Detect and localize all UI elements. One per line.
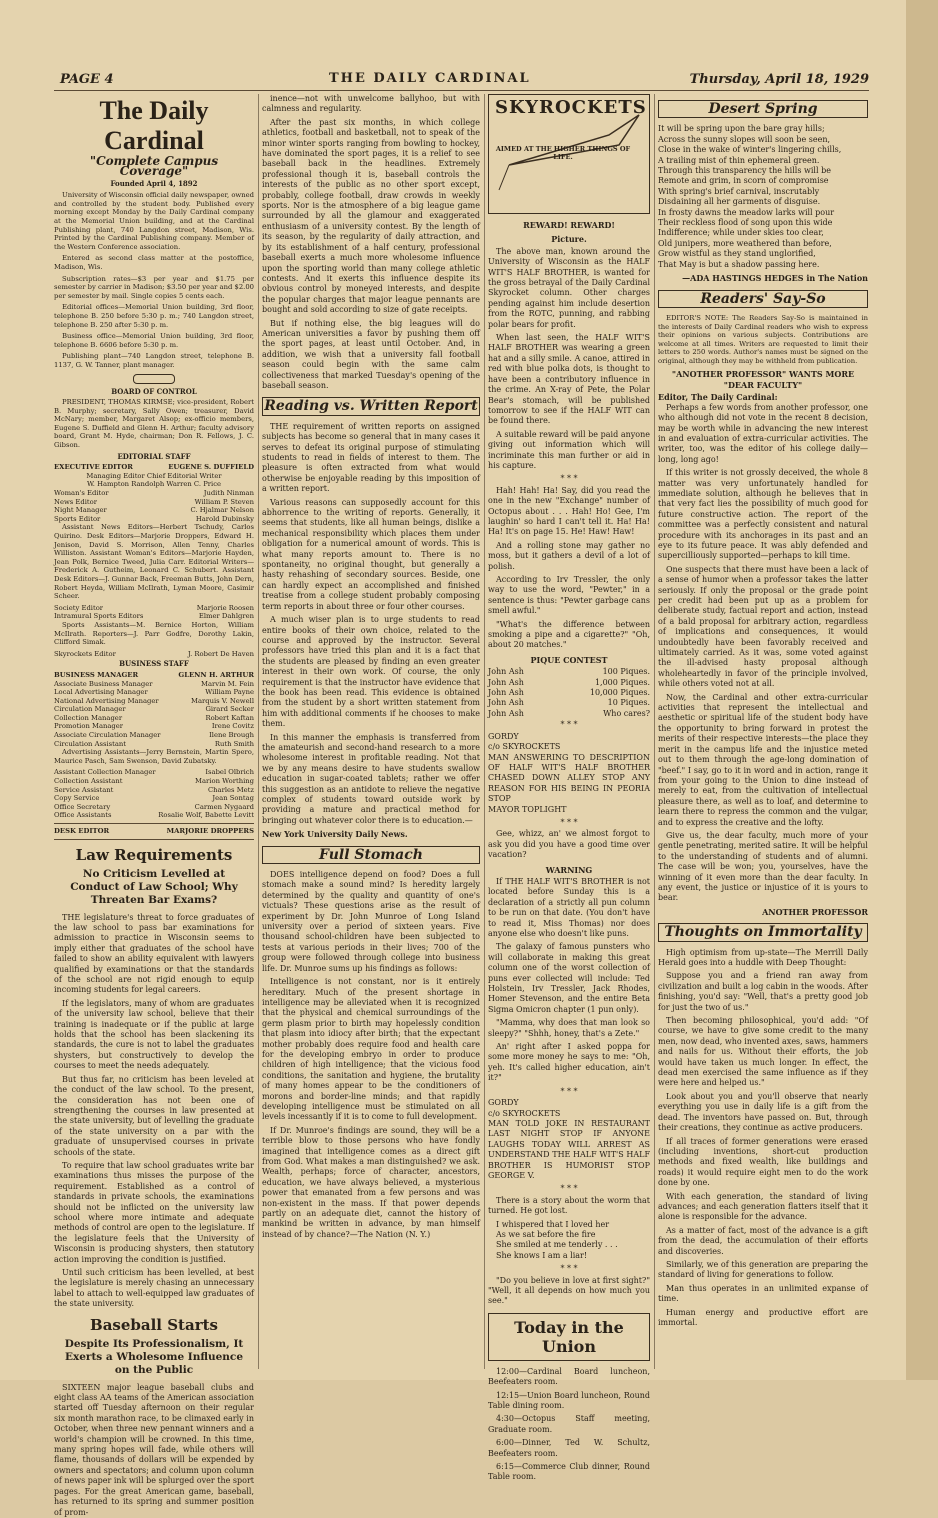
masthead: The Daily Cardinal <box>99 96 209 155</box>
business-row: Service Assistant Charles Metz <box>54 785 254 794</box>
desert-spring-poem: It will be spring upon the bare gray hills; Across the sunny slopes will soon be seen, Close in the wake of winter's lingering chills, A trailing mist of thin ephemeral green. Through this transparency the hills will be Remote and grim, in scorn of compromise With spring's brief carnival, inscrutably Disdaining all her garments of disguise. In frosty dawns the meadow larks will pour Their reckless flood of song upon this wide Indifference; while under skies too clear, Old junipers, more weathered than before, Grow wistful as they stand unglorified, That May is but a shadow passing here. <box>658 124 842 269</box>
reading-headline: Reading vs. Written Report <box>262 397 480 415</box>
business-row: Office Secretary Carmen Nygaard <box>54 802 254 811</box>
page-header <box>54 68 869 91</box>
thoughts-paragraph: High optimism from up-state—The Merrill Daily Herald goes into a huddle with Deep Thought: <box>658 947 868 967</box>
board-text: PRESIDENT, THOMAS KIRMSE; vice-president, Robert B. Murphy; secretary, Sally Owen; treasurer, David McNary; member, Margaret Alsop; ex-officio members, Eugene S. Duffield and Glenn H. Arthur; faculty advisory board, Grant M. Hyde, chairman; Don R. Fellows, J. C. Gibson. <box>54 398 254 450</box>
skyrockets-paragraph: There is a story about the worm that turned. He got lost. <box>488 1195 650 1216</box>
union-event: 4:30—Octopus Staff meeting, Graduate room. <box>488 1414 650 1434</box>
board-heading: BOARD OF CONTROL <box>111 386 197 396</box>
union-event: 12:00—Cardinal Board luncheon, Beefeaters room. <box>488 1366 650 1387</box>
law-headline: Law Requirements <box>75 845 233 864</box>
business-block: Advertising Assistants—Jerry Bernstein, Martin Spero, Maurice Pasch, Sam Swenson, David Zubatsky. <box>54 748 254 765</box>
paper-title: THE DAILY CARDINAL <box>329 71 531 86</box>
staff-row: Night Manager C. Hjalmar Nelson <box>54 506 254 515</box>
column-letters <box>658 94 868 1374</box>
union-headline: Today in the Union <box>488 1313 650 1361</box>
full-stomach-headline: Full Stomach <box>262 846 480 864</box>
skyrockets-paragraph: When last seen, the HALF WIT'S HALF BROTHER was wearing a green hat and a silly smile. A canoe, attired in red with blue polka dots, is thought to have been a contributory influence in the crime. An X-ray of Pete, the Polar Bear's stomach, will be published tomorrow to see if the HALF WIT can be found there. <box>488 333 650 426</box>
pique-row: John Ash Who cares? <box>488 708 650 718</box>
business-row: Associate Business Manager Marvin M. Fein <box>54 679 254 688</box>
skyrockets-paragraph: Gee, whizz, an' we almost forgot to ask you did you have a good time over vacation? <box>488 829 650 860</box>
law-paragraph: If the legislators, many of whom are graduates of the university law school, believe that their training is inadequate or if the public at large holds that the school has been slackening its standards, the cure is not to label the graduates shysters, but constructively to develop the courses to meet the needs adequately. <box>54 998 254 1071</box>
baseball-continued-paragraph: inence—not with unwelcome ballyhoo, but with calmness and regularity. <box>262 94 480 114</box>
desk-editor-row: DESK EDITOR MARJORIE DROPPERS <box>54 827 254 835</box>
staff-row: Sports Editor Harold Dubinsky <box>54 514 254 523</box>
reading-paragraph: In this manner the emphasis is transferred from the amateurish and second-hand research to a more wholesome interest in profitable reading. Not that we by any means desire to have students swallow education in sugar-coated tablets; rather we offer this suggestion as an antidote to relieve the negative complex of students toward outside work by providing a mature and practical method for bringing out whatever color there is to education.— <box>262 732 480 825</box>
business-row: Circulation Manager Girard Secker <box>54 705 254 714</box>
business-row: National Advertising Manager Marquis V. Newell <box>54 696 254 705</box>
skyrockets-paragraph: "Mamma, why does that man look so sleepy?" "Shhh, honey, that's a Zete." <box>488 1018 650 1038</box>
baseball-paragraph: SIXTEEN major league baseball clubs and eight class AA teams of the American association started off Tuesday afternoon on their regular six month marathon race, to be climaxed early in October, when three new pennant winners and a world's champion will be crowned. In this time, many spring hopes will fade, while others will flame, thousands of dollars will be expended by owners and spectators; and column upon column of news paper ink will be splurged over the sport pages. For the great American game, baseball, has returned to its spring and summer position of prom- <box>54 1382 254 1517</box>
law-paragraph: To require that law school graduates write bar examinations thus misses the purpose of the requirement. Established as a control of standards in private schools, the examinations should not be inflicted on the university law school where more intimate and adequate methods of control are open to the legislature. If the legislature feels that the University of Wisconsin is producing shysters, then statutory action improving the condition is justified. <box>54 1160 254 1264</box>
skyrockets-paragraph: Hah! Hah! Ha! Say, did you read the one in the new "Exchange" number of Octopus about . . . Hah! Ho! Gee, I'm laughin' so hard I can't tell it. Ha! Ha! Ha! It's on page 15. He! Haw! Haw! <box>488 485 650 537</box>
skyrockets-paragraph: "What's the difference between smoking a pipe and a cigarette?" "Oh, about 20 matches." <box>488 619 650 650</box>
business-office-text: Business office—Memorial Union building, 3rd floor, telephone B. 6606 before 5:30 p. m. <box>54 332 254 349</box>
subscription-text: Subscription rates—$3 per year and $1.75 per semester by carrier in Madison; $3.50 per year and $2.00 per semester by mail. Single copies 5 cents each. <box>54 274 254 300</box>
business-row: Copy Service Jean Sontag <box>54 794 254 803</box>
union-event: 6:00—Dinner, Ted W. Schultz, Beefeaters room. <box>488 1438 650 1458</box>
baseball-continued-paragraph: But if nothing else, the big leagues will do American universities a favor by pushing them off the sport pages, at least until October. And, in addition, we wish that a university fall football season could begin with the same calm collectiveness that marked Tuesday's opening of the baseball season. <box>262 318 480 390</box>
full-stomach-paragraph: If Dr. Munroe's findings are sound, they will be a terrible blow to those persons who have fondly imagined that intelligence comes as a direct gift from God. What makes a man distinguished? we ask. Wealth, perhaps; force of character, ancestors, education, we have always believed, a mysterious power that emanated from a few persons and was non-existent in the mass. If that power depends partly on an adequate diet, cannot the history of mankind be written in advance, by man himself instead of by chance?—The Nation (N. Y.) <box>262 1125 480 1239</box>
pique-row: John Ash 1,000 Piques. <box>488 677 650 687</box>
issue-date: Thursday, April 18, 1929 <box>689 72 869 87</box>
gordy-telegram-2: GORDY c/o SKYROCKETS MAN TOLD JOKE IN RESTAURANT LAST NIGHT STOP IF ANYONE LAUGHS TODAY WILL ARREST AS UNDERSTAND THE HALF WIT'S HALF BROTHER IS HUMORIST STOP GEORGE V. <box>488 1098 650 1180</box>
skyrockets-paragraph: A suitable reward will be paid anyone giving out information which will incriminate this man further or aid in his capture. <box>488 429 650 470</box>
poem-author: —ADA HASTINGS HEDGES in The Nation <box>682 273 868 284</box>
entered-text: Entered as second class matter at the postoffice, Madison, Wis. <box>54 254 254 271</box>
skyrockets-paragraph: "Do you believe in love at first sight?" "Well, it all depends on how much you see." <box>488 1275 650 1306</box>
pique-row: John Ash 100 Piques. <box>488 667 650 677</box>
reading-paragraph: A much wiser plan is to urge students to read entire books of their own choice, related to the course and approved by the instructor. Several professors have tried this plan and it is a fact that the students are pleased by finding an even greater interest in their own work. Of course, the only requirement is that the instructor have evidence that the book has been read. This evidence is obtained from the student by a short written statement from him with additional comments if he chooses to make them. <box>262 615 480 729</box>
editors-note: EDITOR'S NOTE: The Readers Say-So is maintained in the interests of Daily Cardinal readers who wish to express their opinions on various subjects. Contributions are welcome at all times. Writers are requested to limit their letters to 250 words. Author's names must be signed on the original, although they may be withheld from publication. <box>658 313 868 365</box>
intro-text: University of Wisconsin official daily newspaper, owned and controlled by the student body. Published every morning except Monday by the Daily Cardinal company at the Memorial Union building, and at the Cardinal Publishing plant, 740 Langdon street, Madison, Wis. Printed by the Cardinal Publishing company. Member of the Western Conference association. <box>54 191 254 251</box>
pique-heading: PIQUE CONTEST <box>530 654 608 665</box>
staff-block: Assistant News Editors—Herbert Tschudy, Carlos Quirino. Desk Editors—Marjorie Droppers, Edward H. Jenison, David S. Morrison, Allen Tenny, Charles Williston. Assistant Woman's Editors—Marjorie Hayden, Jean Polk, Bernice Tweed, Julia Carr. Editorial Writers—Frederick A. Gutheim, Leonard C. Schubert. Assistant Desk Editors—J. Gunnar Back, Freeman Butts, John Dern, Robert Heyda, William McIlrath, Lyman Moore, Casimir Scheer. <box>54 523 254 601</box>
thoughts-paragraph: As a matter of fact, most of the advance is a gift from the dead, the accumulation of their efforts and discoveries. <box>658 1225 868 1256</box>
pique-row: John Ash 10,000 Piques. <box>488 688 650 698</box>
law-paragraph: Until such criticism has been levelled, at best the legislature is merely chasing an unnecessary label to attach to well-equipped law graduates of the state university. <box>54 1268 254 1309</box>
reading-source: New York University Daily News. <box>262 829 408 840</box>
business-row: Collection Assistant Marion Worthing <box>54 777 254 786</box>
baseball-subhead: Despite Its Professionalism, It Exerts a Wholesome Influence on the Public <box>64 1337 244 1376</box>
reading-paragraph: Various reasons can supposedly account for this abhorrence to the writing of reports. Generally, it seems that students, like all human beings, dislike a mechanical responsibility which places them under obligation for a numerical amount of words. This is what many reports amount to. There is no spontaneity, no original thought, but generally a hasty rehashing of secondary sources. Beside, one can hardly expect an accomplished and finished treatise from a college student probably composing term reports in about three or four other courses. <box>262 497 480 611</box>
baseball-headline: Baseball Starts <box>90 1315 218 1334</box>
managing-row: Managing Editor Chief Editorial Writer <box>86 471 222 480</box>
staff-row: Woman's Editor Judith Ninman <box>54 489 254 498</box>
law-paragraph: But thus far, no criticism has been leveled at the conduct of the law school. To the present, the consideration has not been one of strengthening the courses in law presented at the state university, but of levelling the graduate of the state university on a par with the graduate of unsupervised courses in private schools of the state. <box>54 1074 254 1157</box>
skyrockets-editor-row: Skyrockets Editor J. Robert De Haven <box>54 649 254 658</box>
desert-spring-headline: Desert Spring <box>658 100 868 118</box>
thoughts-paragraph: Look about you and you'll observe that nearly everything you use in daily life is a gift from the dead. The inventors have passed on. But, through their creations, they continue as active producers. <box>658 1091 868 1133</box>
column-rule <box>258 94 259 1369</box>
business-row: Promotion Manager Irene Covitz <box>54 722 254 731</box>
thoughts-paragraph: With each generation, the standard of living advances; and each generation flatters itself that it alone is responsible for the advance. <box>658 1191 868 1222</box>
staff-row: News Editor William P. Steven <box>54 497 254 506</box>
letter-paragraph: One suspects that there must have been a lack of a sense of humor when a professor takes the latter seriously. If only the proposal or the grade point per credit had been put up as a problem for deliberate study, factual report and action, instead of a bald proposal for arbitrary action, regardless of implications and consequences, it would undoubtedly have been favorably received and ultimately carried. As it was, some voted against the ill-advised hasty proposal although wholeheartedly in favor of the principle involved, while others voted not at all. <box>658 564 868 689</box>
thoughts-paragraph: Human energy and productive effort are immortal. <box>658 1307 868 1327</box>
letter-paragraph: Perhaps a few words from another professor, one who although did not vote in the recent 8 decision, may be worth while in advancing the new interest in and evaluation of extra-curricular activities. The writer, too, was the editor of his college daily—long, long ago! <box>658 402 868 464</box>
pique-row: John Ash 10 Piques. <box>488 698 650 708</box>
letter-paragraph: If this writer is not grossly deceived, the whole 8 matter was very unfortunately handled for immediate solution, although he believes that in that very fact lies the possibility of much good for future constructive action. The report of the committee was a perfectly consistent and natural procedure with its anchorages in its past and an eye to its future peace. It was ably defended and supercilliously supported—perhaps to kill time. <box>658 468 868 561</box>
thoughts-paragraph: Similarly, we of this generation are preparing the standard of living for generations to follow. <box>658 1259 868 1280</box>
reading-paragraph: THE requirement of written reports on assigned subjects has become so general that in many cases it serves to defeat its original purpose of stimulating students to read in fields of interest to them. The pleasure is often extracted from what would otherwise be enjoyable reading by this imposition of a written report. <box>262 421 480 494</box>
thoughts-paragraph: If all traces of former generations were erased (including inventions, short-cut production methods and fixed wealth, like buildings and roads) it would require eight men to do the work done by one. <box>658 1136 868 1188</box>
skyrockets-paragraph: And a rolling stone may gather no moss, but it gathers a devil of a lot of polish. <box>488 540 650 571</box>
adjacent-page-edge <box>906 0 938 1380</box>
thoughts-headline: Thoughts on Immortality <box>658 923 868 941</box>
skyrockets-title: SKYROCKETS <box>495 97 647 118</box>
law-subhead: No Criticism Levelled at Conduct of Law School; Why Threaten Bar Exams? <box>70 867 238 906</box>
verse: I whispered that I loved her As we sat before the fire She smiled at me tenderly . . . She knows I am a liar! <box>496 1219 618 1260</box>
letter-headline: "ANOTHER PROFESSOR" WANTS MORE "DEAR FACULTY" <box>671 369 855 390</box>
staff-row: Intramural Sports Editors Elmer Dahlgren <box>54 612 254 621</box>
thoughts-paragraph: Man thus operates in an unlimited expanse of time. <box>658 1283 868 1304</box>
thoughts-paragraph: Then becoming philosophical, you'd add: "Of course, we have to give some credit to the many men, now dead, who invented axes, saws, hammers and nails for us. Without their efforts, the job would have taken us much longer. In effect, the dead men exercised the same influence as if they were here and helped us." <box>658 1016 868 1088</box>
warning-text: If THE HALF WIT'S BROTHER is not located before Sunday this is a declaration of a strictly all pun column to be run on that date. (You don't have to read it, Miss Thomas) nor does anyone else who doesn't like puns. <box>488 876 650 938</box>
reward-heading: REWARD! REWARD! <box>523 220 615 230</box>
business-row: Office Assistants Rosalie Wolf, Babette Levitt <box>54 811 254 820</box>
business-heading: BUSINESS STAFF <box>119 659 189 669</box>
editorial-heading: EDITORIAL STAFF <box>117 451 191 461</box>
managing-names: W. Hampton Randolph Warren C. Price <box>86 480 222 489</box>
skyrockets-banner <box>488 94 650 214</box>
page-number: PAGE 4 <box>60 72 114 87</box>
exec-editor-row: EXECUTIVE EDITOR EUGENE S. DUFFIELD <box>54 463 254 472</box>
full-stomach-paragraph: DOES intelligence depend on food? Does a full stomach make a sound mind? Is heredity largely determined by the quality and quantity of one's victuals? These questions arise as the result of experiment by Dr. John Munroe of Long Island university over a period of sixteen years. Five thousand school-children have been subjected to tests at various periods in their lives; 700 of the group were followed through college into business life. Dr. Munroe sums up his findings as follows: <box>262 870 480 973</box>
column-editorials <box>262 94 480 1374</box>
column-masthead <box>54 94 254 1517</box>
column-rule <box>484 94 485 1369</box>
skyrockets-motto: AIMED AT THE HIGHER THINGS OF LIFE. <box>495 145 631 161</box>
business-row: Associate Circulation Manager Ilene Brough <box>54 731 254 740</box>
warning-heading: WARNING <box>545 864 593 875</box>
union-event: 12:15—Union Board luncheon, Round Table dining room. <box>488 1390 650 1411</box>
plant-text: Publishing plant—740 Langdon street, telephone B. 1137, G. W. Tanner, plant manager. <box>54 352 254 369</box>
offices-text: Editorial offices—Memorial Union building, 3rd floor, telephone B. 250 before 5:30 p. m.; 740 Langdon street, telephone B. 250 after 5:30 p. m. <box>54 303 254 329</box>
staff-row: Society Editor Marjorie Roosen <box>54 603 254 612</box>
business-row: Circulation Assistant Ruth Smith <box>54 739 254 748</box>
skyrockets-paragraph: The galaxy of famous punsters who will collaborate in making this great column one of the worst collection of puns ever collected will include: Ted Holstein, Irv Tressler, Jack Rhodes, Homer Stevenson, and the entire Beta Sigma Omicron chapter (1 pun only). <box>488 942 650 1014</box>
readers-say-so-headline: Readers' Say-So <box>658 290 868 308</box>
union-event: 6:15—Commerce Club dinner, Round Table room. <box>488 1462 650 1482</box>
business-row: Assistant Collection Manager Isabel Olbrich <box>54 768 254 777</box>
column-skyrockets: SKYROCKETS AIMED AT THE HIGHER THINGS OF LIFE. REWARD! REWARD! Picture. The above man, known around the University of Wisconsin as the HALF WIT'S HALF BROTHER, is wanted for the gross betrayal of the Daily Cardinal Skyrocket column. Other charges pending against him include desertion from the ROTC, punning, and rabbing polar bears for profit. When last seen, the HALF WIT'S HALF BROTHER was wearing a green hat and a silly smile. A canoe, attired in red with blue polka dots, is thought to have been a contributory influence in the crime. An X-ray of Pete, the Polar Bear's stomach, will be published tomorrow to see if the HALF WIT can be found there. A suitable reward will be paid anyone giving out information which will incriminate this man further or aid in his capture. * * * Hah! Hah! Ha! Say, did you read the one in the new "Exchange" number of Octopus about . . . Hah! Ho! Gee, I'm laughin' so hard I can't tell it. Ha! Ha! Ha! It's on page 15. He! Haw! Haw! And a rolling stone may gather no moss, but it gathers a devil of a lot of polish. According to Irv Tressler, the only way to use the word, "Pewter," in a sentence is thus: "Pewter garbage cans smell awful." "What's the difference between smoking a pipe and a cigarette?" "Oh, about 20 matches." PIQUE CONTEST John Ash 100 Piques. John Ash 1,000 Piques. John Ash 10,000 Piques. John Ash 10 Piques. John Ash Who cares? * * * GORDY c/o SKYROCKETS MAN ANSWERING TO DESCRIPTION OF HALF WIT'S HALF BROTHER CHASED DOWN ALLEY STOP ANY REASON FOR HIS BEING IN PEORIA STOP MAYOR TOPLIGHT * * * Gee, whizz, an' we almost forgot to ask you did you have a good time over vacation? WARNING If THE HALF WIT'S BROTHER is not located before Sunday this is a declaration of a strictly all pun column to be run on that date. (You don't have to read it, Miss Thomas) nor does anyone else who doesn't like puns. The galaxy of famous punsters who will collaborate in making this great column one of the worst collection of puns ever collected will include: Ted Holstein, Irv Tressler, Jack Rhodes, Homer Stevenson, and the entire Beta Sigma Omicron chapter (1 pun only). "Mamma, why does that man look so sleepy?" "Shhh, honey, that's a Zete." An' right after I asked poppa for some more money he says to me: "Oh, yeh. It's called higher education, ain't it?" * * * GORDY c/o SKYROCKETS MAN TOLD JOKE IN RESTAURANT LAST NIGHT STOP IF ANYONE LAUGHS TODAY WILL ARREST AS UNDERSTAND THE HALF WIT'S HALF BROTHER IS HUMORIST STOP GEORGE V. * * * There is a story about the worm that turned. He got lost. I whispered that I loved her As we sat before the fire She smiled at me tenderly . . . She knows I am a liar! * * * "Do you believe in love at first sight?" "Well, it all depends on how much you see." Today in the Union 12:00—Cardinal Board luncheon, Beefeaters room. 12:15—Union Board luncheon, Round Table dining room. 4:30—Octopus Staff meeting, Graduate room. 6:00—Dinner, Ted W. Schultz, Beefeaters room. 6:15—Commerce Club dinner, Round Table room. <box>488 94 650 1374</box>
letter-paragraph: Give us, the dear faculty, much more of your gentle penetrating, merited satire. It will be helpful to the understanding of students and of alumni. The case will be won; you, yourselves, have the winning of it even more than the dear faculty. In any event, the justice or injustice of it is yours to bear. <box>658 830 868 903</box>
staff-block-2: Sports Assistants—M. Bernice Horton, William McIlrath. Reporters—J. Parr Godfre, Dorothy Lakin, Clifford Simak. <box>54 620 254 647</box>
letter-signature: ANOTHER PROFESSOR <box>762 906 868 917</box>
cardinal-emblem-icon <box>133 374 175 384</box>
full-stomach-paragraph: Intelligence is not constant, nor is it entirely hereditary. Much of the present shortage in intelligence may be alleviated when it is recognized that the physical and chemical surroundings of the germ plasm prior to birth may hopelessly condition that plasm into idiocy after birth; that the expectant mother probably does require food and health care for the developing embryo in order to produce children of high intelligence; that the vicious food conditions, the sanitation and hygiene, the brutality of many homes appear to be the conditioners of morons and border-line minds; and that rapidly developing intelligence must be stimulated on all levels incessantly if it is to come to full development. <box>262 977 480 1122</box>
letter-salutation: Editor, The Daily Cardinal: <box>658 392 778 403</box>
business-manager-row: BUSINESS MANAGER GLENN H. ARTHUR <box>54 670 254 679</box>
column-rule <box>654 94 655 1369</box>
skyrockets-paragraph: According to Irv Tressler, the only way to use the word, "Pewter," in a sentence is thus: "Pewter garbage cans smell awful." <box>488 575 650 616</box>
skyrockets-paragraph: An' right after I asked poppa for some more money he says to me: "Oh, yeh. It's called higher education, ain't it?" <box>488 1042 650 1083</box>
tagline: "Complete Campus Coverage" <box>89 154 219 179</box>
business-row: Collection Manager Robert Kaftan <box>54 713 254 722</box>
business-row: Local Advertising Manager William Payne <box>54 688 254 697</box>
picture-caption: Picture. <box>551 234 587 245</box>
thoughts-paragraph: Suppose you and a friend ran away from civilization and built a log cabin in the woods. After finishing, you'd say: "Well, that's a pretty good job for just the two of us." <box>658 971 868 1012</box>
baseball-continued-paragraph: After the past six months, in which college athletics, football and basketball, not to speak of the minor winter sports ranging from bowling to hockey, have dominated the sport pages, it is a relief to see baseball back in the headlines. Extremely professional though it is, baseball controls the interests of the public as no other sport except, probably, college football, draw crowds in weekly sports. Nor is the atmosphere of a big league game surrounded by all the glamour and exaggerated enthusiasm of a university contest. By the length of its season, by the regularity of daily attraction, and by its establishment of a half century, professional baseball exerts a much more wholesome influence upon the sporting world than many college athletic contests. And it exerts this influence despite its obvious control by moneyed interests, and despite the popular charges that major league pennants are bought and sold according to size of gate receipts. <box>262 117 480 315</box>
law-paragraph: THE legislature's threat to force graduates of the law school to pass bar examinations for admission to practice in Wisconsin seems to imply either that graduates of the school have failed to show an ability equivalent with lawyers qualified by examinations or that the standards of the school are not rigid enough to equip incoming students for legal careers. <box>54 912 254 995</box>
founded: Founded April 4, 1892 <box>110 178 198 188</box>
gordy-telegram-1: GORDY c/o SKYROCKETS MAN ANSWERING TO DESCRIPTION OF HALF WIT'S HALF BROTHER CHASED DOWN ALLEY STOP ANY REASON FOR HIS BEING IN PEORIA STOP MAYOR TOPLIGHT <box>488 731 650 814</box>
letter-paragraph: Now, the Cardinal and other extra-curricular activities that represent the intellectual and aesthetic or spiritual life of the student body have the opportunity to bring forward in protest the merits of their respective interests—the place they merit in the campus life and the injustice meted out to them through the age-long domination of "beef." I say, go to it in word and in action, range it from your going to the Union to dine instead of merely to eat, from the cultivation of intellectual pleasure there, as well as to loaf, and determine to learn there to repress the common and the vulgar, and to express the creative and the lofty. <box>658 692 868 827</box>
skyrockets-paragraph: The above man, known around the University of Wisconsin as the HALF WIT'S HALF BROTHER, is wanted for the gross betrayal of the Daily Cardinal Skyrocket column. Other charges pending against him include desertion from the ROTC, punning, and rabbing polar bears for profit. <box>488 246 650 329</box>
